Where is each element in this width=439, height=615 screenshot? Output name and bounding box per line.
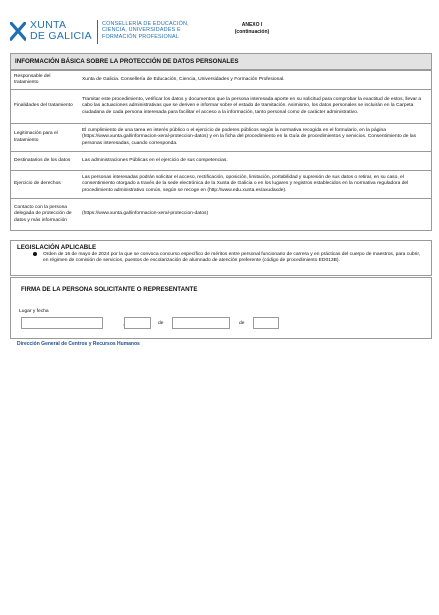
signature-title: FIRMA DE LA PERSONA SOLICITANTE O REPRESENTANTE bbox=[21, 286, 198, 293]
table-row bbox=[11, 123, 431, 151]
table-row bbox=[11, 151, 431, 170]
row-label: Contacto con la persona delegada de protección de datos y más información bbox=[14, 205, 72, 223]
row-text: El cumplimiento de una tarea en interés público o el ejercicio de poderes públicos según la normativa recogida en el formulario, en la página (https://www.xunta.gal/informacion-xeral-proteccion-datos) y en la ficha del procedimiento en la Guía de procedimientos y servicios. Consentimiento de las personas interesadas, cuando corresponda. bbox=[82, 128, 417, 146]
xunta-logo bbox=[10, 20, 100, 46]
place-field[interactable] bbox=[21, 317, 103, 329]
department-line2: CIENCIA, UNIVERSIDADES E bbox=[102, 27, 181, 34]
row-label: Finalidades del tratamiento bbox=[14, 103, 73, 109]
place-date-label: Lugar y fecha bbox=[19, 309, 49, 314]
row-label: Ejercicio de derechos bbox=[14, 181, 61, 187]
row-label: Destinatarios de los datos bbox=[14, 157, 71, 163]
xunta-emblem-icon bbox=[10, 22, 26, 41]
table-row bbox=[11, 89, 431, 123]
day-field[interactable] bbox=[124, 317, 151, 329]
table-row bbox=[11, 170, 431, 198]
of-label-1: de bbox=[158, 321, 164, 326]
issuing-authority: Dirección General de Centros y Recursos Humanos bbox=[17, 341, 140, 347]
logo-text-line1: XUNTA bbox=[30, 19, 67, 31]
row-text: Las administraciones Públicas en el ejercicio de sus competencias. bbox=[82, 157, 228, 163]
data-protection-title: INFORMACIÓN BÁSICA SOBRE LA PROTECCIÓN DE DATOS PERSONALES bbox=[11, 54, 431, 70]
table-row bbox=[11, 70, 431, 89]
row-text: Las personas interesadas podrán solicitar el acceso, rectificación, oposición, limitación, portabilidad y supresión de sus datos o retirar, en su caso, el consentimiento otorgado a través de la sede electrónica de la Xunta de Galicia o en los lugares y registros establecidos en la normativa reguladora del procedimiento administrativo común, según se recoge en (http://www.edu.xunta.es/axudaxde). bbox=[82, 175, 409, 193]
of-label-2: de bbox=[239, 321, 245, 326]
logo-text bbox=[30, 20, 92, 42]
data-protection-table bbox=[10, 53, 432, 231]
annex-heading bbox=[212, 22, 292, 36]
row-label: Legitimación para el tratamiento bbox=[14, 131, 58, 143]
legislation-item: Orden de 16 de mayo de 2024 por la que se convoca concurso específico de méritos entre personal funcionario de carrera y en prácticas del cuerpo de maestros, para cubrir, en régimen de comisión de servicios, puestos de escolarización de alumnado de atención preferente (código de procedimiento ED013B). bbox=[43, 252, 421, 264]
legislation-section bbox=[10, 240, 432, 276]
department-line3: FORMACIÓN PROFESIONAL bbox=[102, 33, 179, 40]
row-text: Xunta de Galicia. Consellería de Educación, Ciencia, Universidades y Formación Profesional. bbox=[82, 76, 285, 82]
year-field[interactable] bbox=[253, 317, 279, 329]
legislation-title: LEGISLACIÓN APLICABLE bbox=[17, 244, 97, 251]
annex-subtitle: (continuación) bbox=[234, 29, 270, 35]
signature-section bbox=[10, 277, 432, 339]
department-line1: CONSELLERÍA DE EDUCACIÓN, bbox=[102, 21, 189, 27]
department-name bbox=[102, 21, 189, 40]
annex-title: ANEXO I bbox=[241, 22, 263, 28]
row-label: Responsable del tratamiento bbox=[14, 73, 51, 85]
row-text: Tramitar este procedimiento, verificar los datos y documentos que la persona interesada aporte en su solicitud para comprobar la exactitud de estos, llevar a cabo las actuaciones administrativas que se deriven e informar sobre el estado de tramitación. Asimismo, los datos personales se incluirán en la Carpeta ciudadana de cada persona interesada para facilitar el acceso a la información, tanto personal como de carácter administrativo. bbox=[82, 97, 422, 115]
logo-text-line2: DE GALICIA bbox=[30, 30, 92, 42]
bullet-icon bbox=[33, 252, 37, 256]
logo-divider bbox=[97, 20, 98, 44]
table-row bbox=[11, 198, 431, 230]
month-field[interactable] bbox=[172, 317, 230, 329]
row-text: (https://www.xunta.gal/informacion-xeral-proteccion-datos) bbox=[82, 211, 209, 217]
